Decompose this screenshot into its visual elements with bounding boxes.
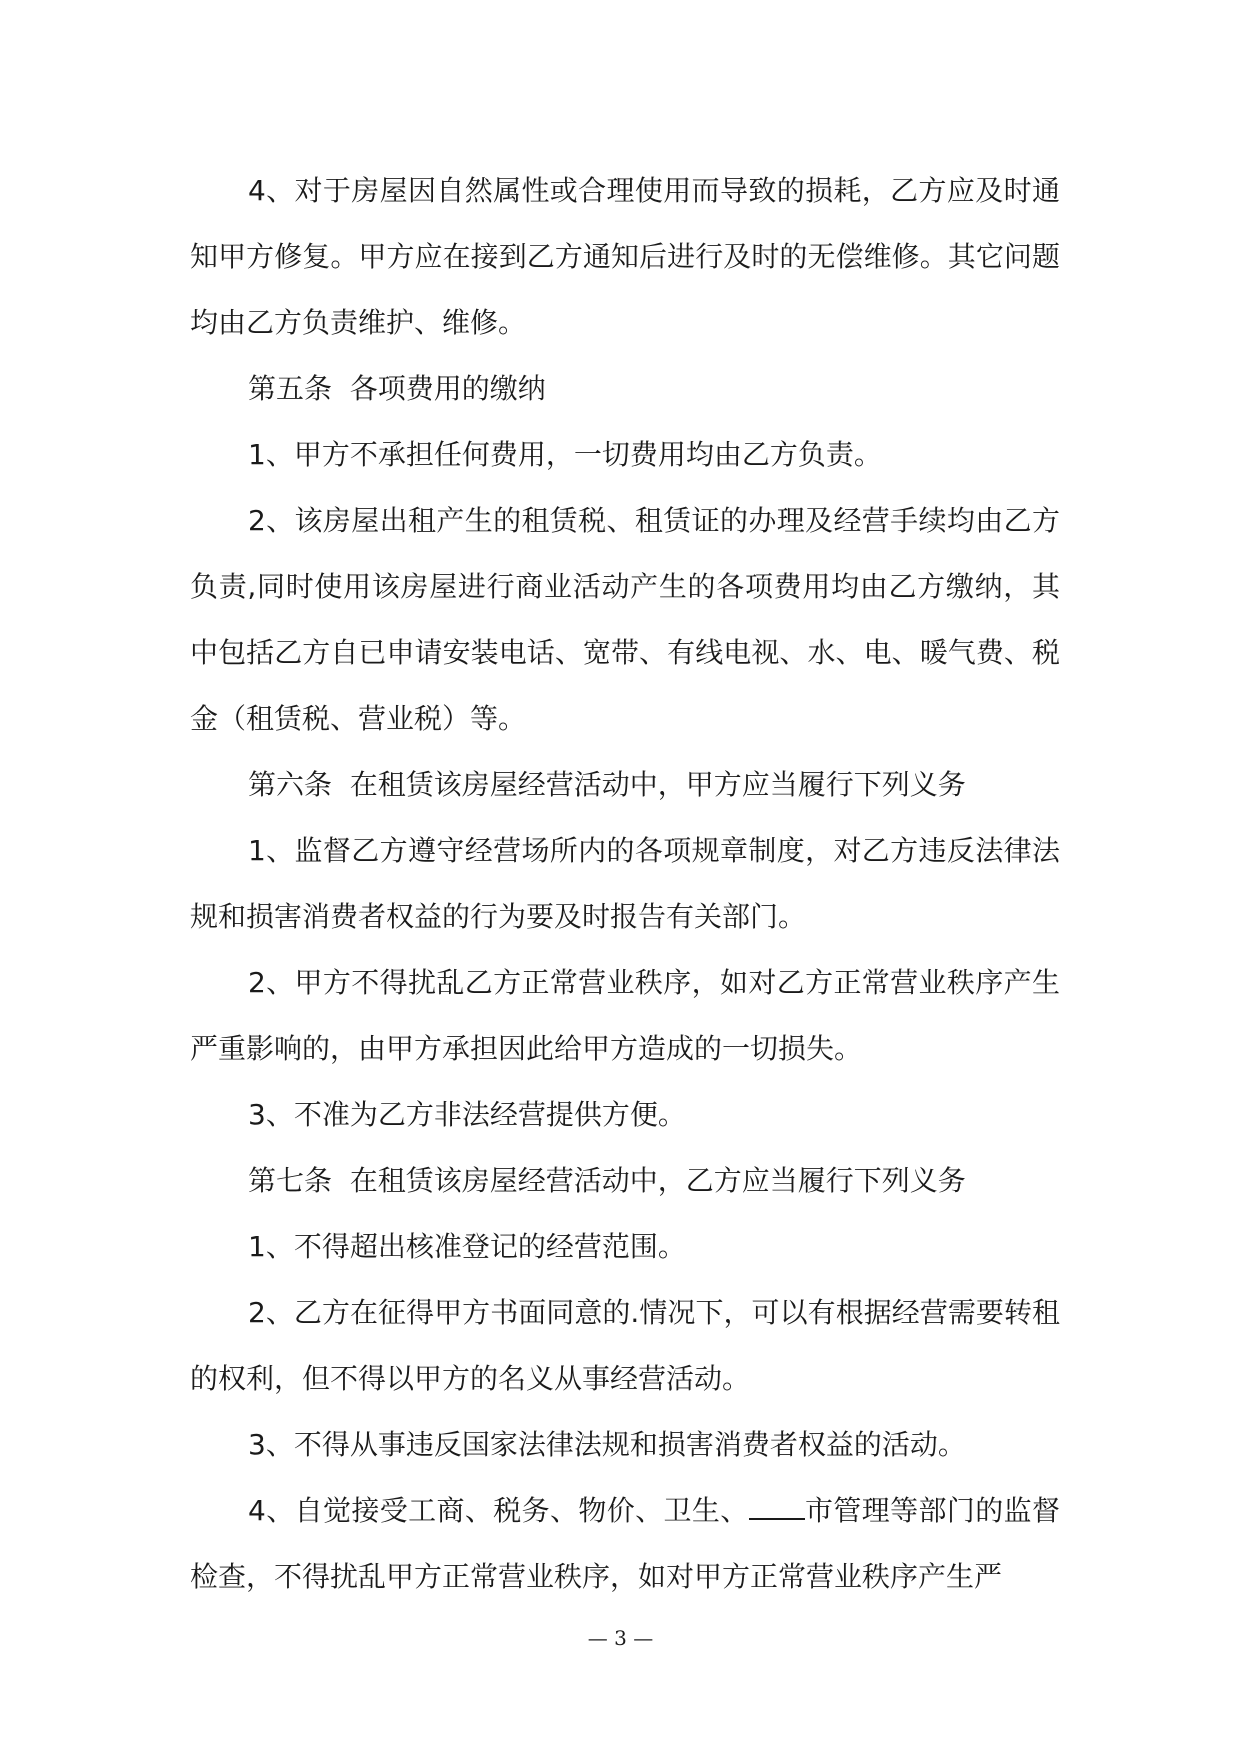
clause-7-4-text-before-blank: 4、自觉接受工商、税务、物价、卫生、	[248, 1494, 749, 1527]
paragraph-clause-4-4: 4、对于房屋因自然属性或合理使用而导致的损耗，乙方应及时通知甲方修复。甲方应在接到乙方通知后进行及时的无偿维修。其它问题均由乙方负责维护、维修。	[190, 174, 1060, 339]
page-number: — 3 —	[587, 1626, 654, 1650]
paragraph-clause-5-2: 2、该房屋出租产生的租赁税、租赁证的办理及经营手续均由乙方负责,同时使用该房屋进行商业活动产生的各项费用均由乙方缴纳，其中包括乙方自已申请安装电话、宽带、有线电视、水、电、暖气费、税金（租赁税、营业税）等。	[190, 504, 1060, 735]
paragraph-clause-6-1: 1、监督乙方遵守经营场所内的各项规章制度，对乙方违反法律法规和损害消费者权益的行为要及时报告有关部门。	[190, 834, 1060, 933]
paragraph-clause-7-4	[190, 1478, 1060, 1610]
paragraph-clause-6-3: 3、不准为乙方非法经营提供方便。	[248, 1098, 686, 1131]
document-body	[190, 158, 1060, 1610]
paragraph-clause-7-1: 1、不得超出核准登记的经营范围。	[248, 1230, 686, 1263]
article-6-heading: 第六条 在租赁该房屋经营活动中，甲方应当履行下列义务	[248, 768, 966, 801]
article-5-heading: 第五条 各项费用的缴纳	[248, 372, 546, 405]
paragraph-clause-7-3: 3、不得从事违反国家法律法规和损害消费者权益的活动。	[248, 1428, 966, 1461]
paragraph-clause-7-2: 2、乙方在征得甲方书面同意的.情况下，可以有根据经营需要转租的权利，但不得以甲方的名义从事经营活动。	[190, 1296, 1060, 1395]
clause-7-4-text-after-blank: 市管理等部门的监督检查，不得扰乱甲方正常营业秩序，如对甲方正常营业秩序产生严	[190, 1494, 1060, 1593]
paragraph-clause-6-2: 2、甲方不得扰乱乙方正常营业秩序，如对乙方正常营业秩序产生严重影响的，由甲方承担因此给甲方造成的一切损失。	[190, 966, 1060, 1065]
article-7-heading: 第七条 在租赁该房屋经营活动中，乙方应当履行下列义务	[248, 1164, 966, 1197]
fill-in-blank-line	[749, 1494, 805, 1520]
paragraph-clause-5-1: 1、甲方不承担任何费用，一切费用均由乙方负责。	[248, 438, 882, 471]
